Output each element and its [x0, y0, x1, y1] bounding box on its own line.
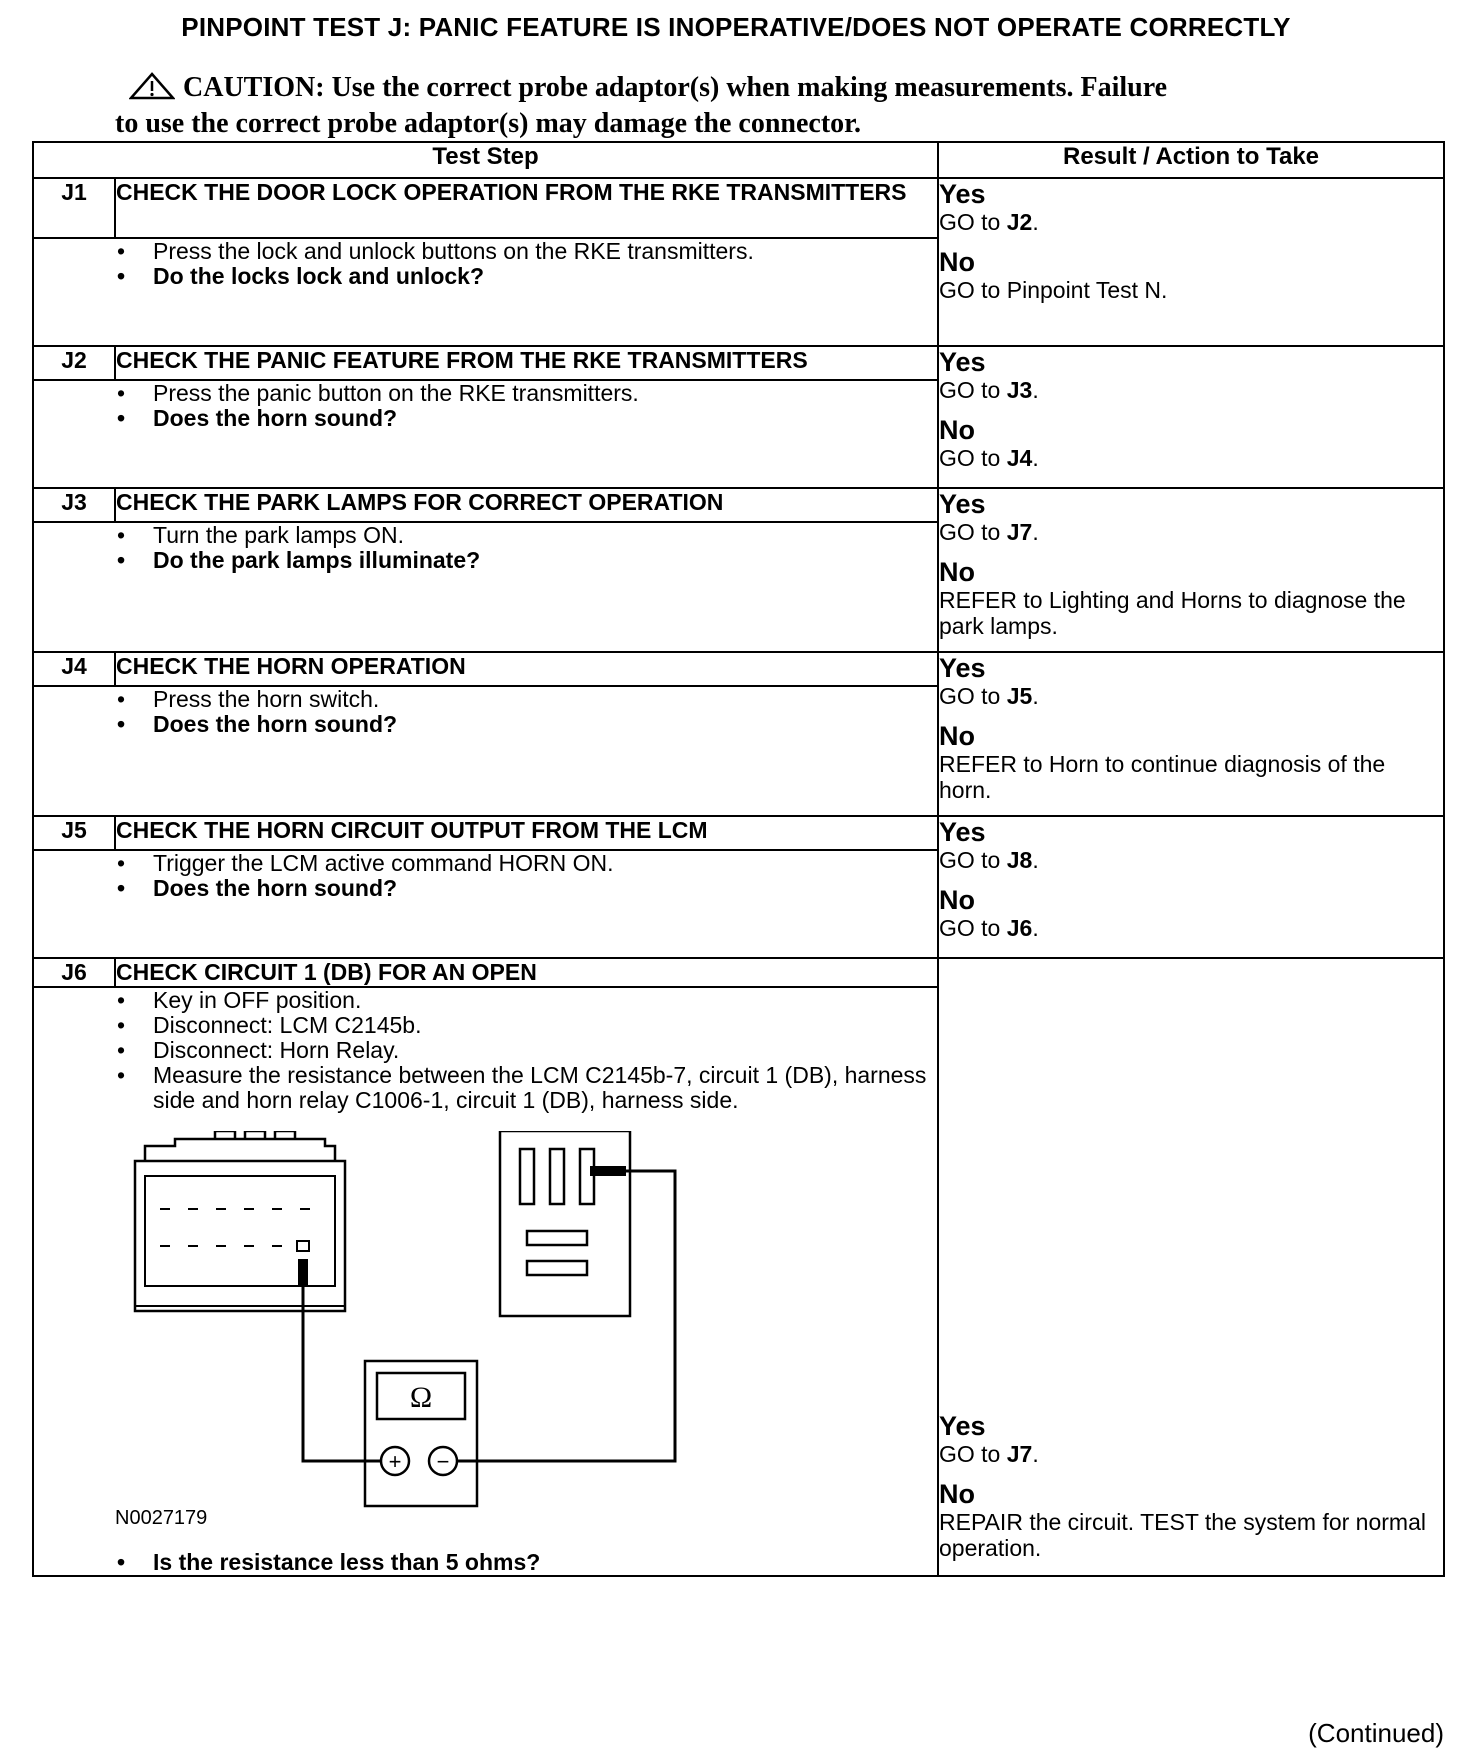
step-question: • Is the resistance less than 5 ohms? [115, 1550, 937, 1575]
continued-label: (Continued) [1308, 1718, 1444, 1748]
step-id: J3 [33, 488, 115, 522]
step-actions [115, 988, 937, 1113]
step-body [115, 238, 938, 346]
step-result [938, 488, 1444, 652]
page-title: PINPOINT TEST J: PANIC FEATURE IS INOPERATIVE/DOES NOT OPERATE CORRECTLY [181, 12, 1291, 42]
step-action-item: • Disconnect: Horn Relay. [115, 1038, 937, 1063]
step-result [938, 652, 1444, 816]
circuit-diagram [115, 1131, 735, 1511]
step-result [938, 178, 1444, 346]
step-action-item: • Press the panic button on the RKE transmitters. [115, 381, 937, 406]
result-yes-action: GO to J5. [939, 683, 1039, 709]
warning-triangle-icon [129, 72, 175, 108]
caution-label: CAUTION: [183, 72, 325, 103]
step-body [115, 686, 938, 816]
step-head-row [33, 652, 1444, 686]
step-head-row [33, 816, 1444, 850]
result-no-action: GO to Pinpoint Test N. [939, 277, 1168, 303]
step-actions [115, 687, 937, 737]
result-no-label: No [939, 721, 975, 751]
step-result [938, 816, 1444, 958]
step-heading: CHECK THE HORN CIRCUIT OUTPUT FROM THE LCM [115, 816, 938, 850]
step-actions [115, 239, 937, 289]
step-action-item: • Disconnect: LCM C2145b. [115, 1013, 937, 1038]
step-body [115, 987, 938, 1576]
caution-line-1: Use the correct probe adaptor(s) when making measurements. Failure [331, 72, 1168, 103]
step-question: • Does the horn sound? [115, 406, 937, 431]
table-header-row [33, 142, 1444, 178]
step-actions [115, 381, 937, 431]
step-id: J6 [33, 958, 115, 987]
result-no-label: No [939, 885, 975, 915]
step-action-item: • Turn the park lamps ON. [115, 523, 937, 548]
result-no-action: GO to J6. [939, 915, 1039, 941]
step-head-row [33, 346, 1444, 380]
result-yes-action: GO to J8. [939, 847, 1039, 873]
step-result [938, 958, 1444, 1576]
probe-tips [298, 1166, 626, 1287]
result-no-action: REFER to Lighting and Horns to diagnose the park lamps. [939, 587, 1406, 639]
step-question: • Do the park lamps illuminate? [115, 548, 937, 573]
step-action-item: • Press the horn switch. [115, 687, 937, 712]
step-id: J1 [33, 178, 115, 238]
result-no-action: GO to J4. [939, 445, 1039, 471]
result-no-label: No [939, 415, 975, 445]
step-head-row [33, 488, 1444, 522]
step-id: J4 [33, 652, 115, 686]
step-heading: CHECK THE HORN OPERATION [115, 652, 938, 686]
step-heading: CHECK THE PARK LAMPS FOR CORRECT OPERATION [115, 488, 938, 522]
result-no-action: REPAIR the circuit. TEST the system for normal operation. [939, 1509, 1426, 1561]
meter-minus: − [436, 1449, 450, 1474]
step-id: J2 [33, 346, 115, 380]
result-yes-label: Yes [939, 1411, 986, 1441]
step-action-item: • Trigger the LCM active command HORN ON. [115, 851, 937, 876]
result-yes-action: GO to J2. [939, 209, 1039, 235]
meter-plus: + [388, 1449, 402, 1474]
result-yes-label: Yes [939, 489, 986, 519]
step-action-item: • Measure the resistance between the LCM C2145b-7, circuit 1 (DB), harness side and horn relay C1006-1, circuit 1 (DB), harness side. [115, 1063, 937, 1113]
step-action-item: • Key in OFF position. [115, 988, 937, 1013]
lcm-connector-icon [135, 1131, 345, 1311]
step-heading: CHECK THE DOOR LOCK OPERATION FROM THE RKE TRANSMITTERS [115, 178, 938, 238]
result-no-action: REFER to Horn to continue diagnosis of the horn. [939, 751, 1386, 803]
step-body [115, 522, 938, 652]
result-yes-label: Yes [939, 653, 986, 683]
step-question: • Does the horn sound? [115, 876, 937, 901]
result-yes-label: Yes [939, 347, 986, 377]
caution-note [115, 72, 1395, 140]
figure-reference: N0027179 [115, 1507, 208, 1529]
result-no-label: No [939, 1479, 975, 1509]
step-heading: CHECK CIRCUIT 1 (DB) FOR AN OPEN [115, 958, 938, 987]
step-heading: CHECK THE PANIC FEATURE FROM THE RKE TRANSMITTERS [115, 346, 938, 380]
meter-symbol: Ω [409, 1381, 433, 1414]
result-yes-label: Yes [939, 179, 986, 209]
result-yes-action: GO to J7. [939, 1441, 1039, 1467]
step-head-row [33, 178, 1444, 238]
step-result [938, 346, 1444, 488]
step-question: • Do the locks lock and unlock? [115, 264, 937, 289]
step-action-item: • Press the lock and unlock buttons on the RKE transmitters. [115, 239, 937, 264]
step-actions [115, 523, 937, 573]
result-yes-action: GO to J3. [939, 377, 1039, 403]
pinpoint-test-table [32, 141, 1445, 1577]
col-test-step: Test Step [33, 142, 938, 178]
caution-line-2: to use the correct probe adaptor(s) may damage the connector. [115, 108, 862, 139]
step-body [115, 850, 938, 958]
step-question: • Does the horn sound? [115, 712, 937, 737]
horn-relay-icon [500, 1131, 630, 1316]
ohmmeter-icon [365, 1361, 477, 1506]
step-id: J5 [33, 816, 115, 850]
step-body [115, 380, 938, 488]
result-no-label: No [939, 557, 975, 587]
step-actions [115, 851, 937, 901]
step-head-row [33, 958, 1444, 987]
result-yes-label: Yes [939, 817, 986, 847]
col-result: Result / Action to Take [938, 142, 1444, 178]
result-yes-action: GO to J7. [939, 519, 1039, 545]
result-no-label: No [939, 247, 975, 277]
